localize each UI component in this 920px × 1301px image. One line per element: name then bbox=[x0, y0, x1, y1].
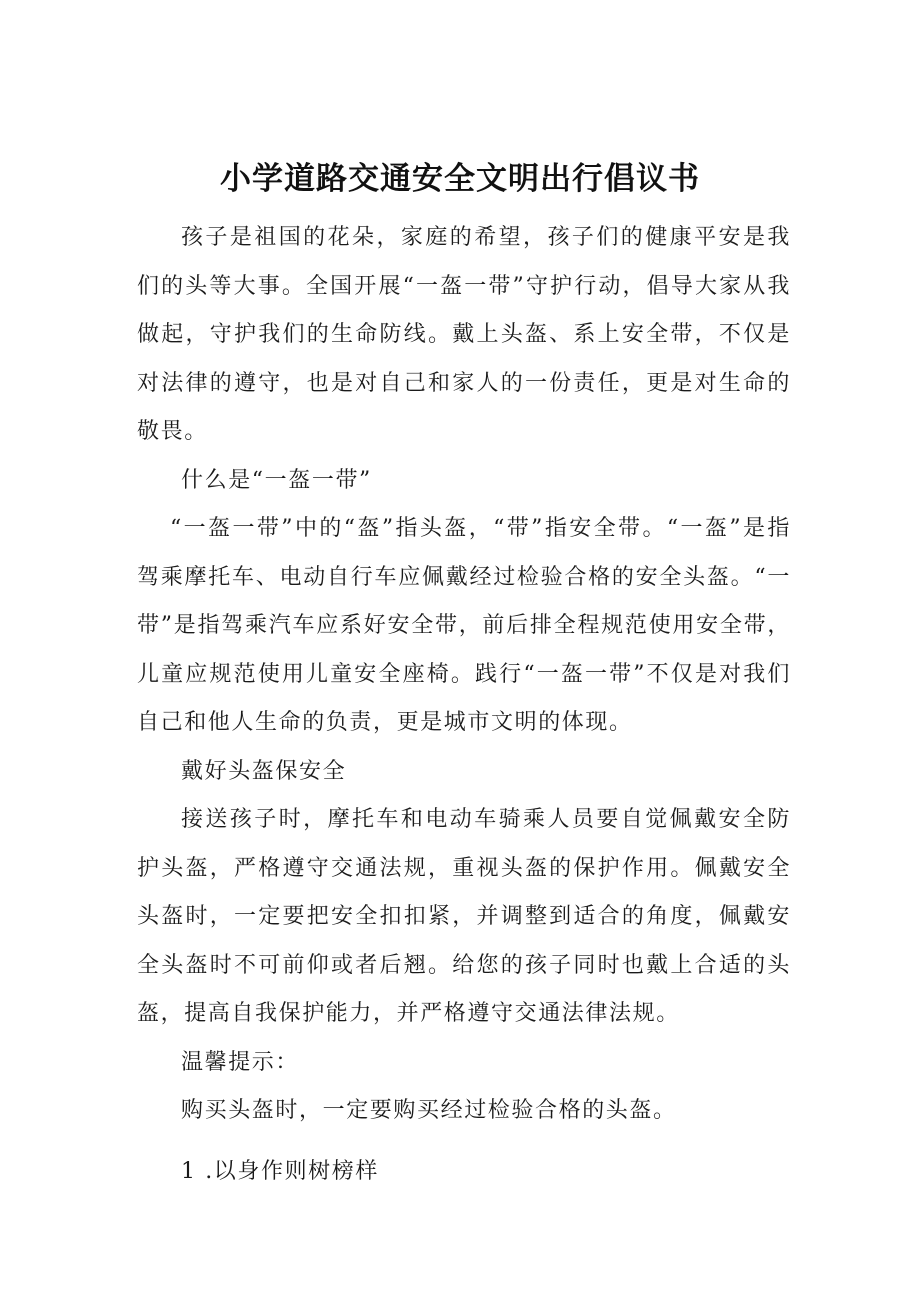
paragraph-helmet: 接送孩子时，摩托车和电动车骑乘人员要自觉佩戴安全防护头盔，严格遵守交通法规，重视头盔的保护作用。佩戴安全头盔时，一定要把安全扣扣紧，并调整到适合的角度，佩戴安全头盔时不可前仰或者后翘。给您的孩子同时也戴上合适的头盔，提高自我保护能力，并严格遵守交通法律法规。 bbox=[137, 807, 791, 1026]
paragraph-definition: “一盔一带”中的“盔”指头盔，“带”指安全带。“一盔”是指驾乘摩托车、电动自行车应佩戴经过检验合格的安全头盔。“一带”是指驾乘汽车应系好安全带，前后排全程规范使用安全带，儿童应规范使用儿童安全座椅。践行“一盔一带”不仅是对我们自己和他人生命的负责，更是城市文明的体现。 bbox=[137, 516, 791, 735]
paragraph-intro: 孩子是祖国的花朵，家庭的希望，孩子们的健康平安是我们的头等大事。全国开展“一盔一带”守护行动，倡导大家从我做起，守护我们的生命防线。戴上头盔、系上安全带，不仅是对法律的遵守，也是对自己和家人的一份责任，更是对生命的敬畏。 bbox=[137, 225, 791, 444]
heading-tips: 温馨提示： bbox=[181, 1049, 300, 1075]
heading-what-is: 什么是“一盔一带” bbox=[181, 467, 372, 493]
heading-wear-helmet: 戴好头盔保安全 bbox=[181, 758, 347, 784]
heading-lead-by-example: 1 .以身作则树榜样 bbox=[181, 1158, 379, 1184]
paragraph-tip: 购买头盔时，一定要购买经过检验合格的头盔。 bbox=[181, 1098, 677, 1123]
document-title: 小学道路交通安全文明出行倡议书 bbox=[220, 160, 700, 197]
document-body bbox=[137, 214, 791, 1196]
